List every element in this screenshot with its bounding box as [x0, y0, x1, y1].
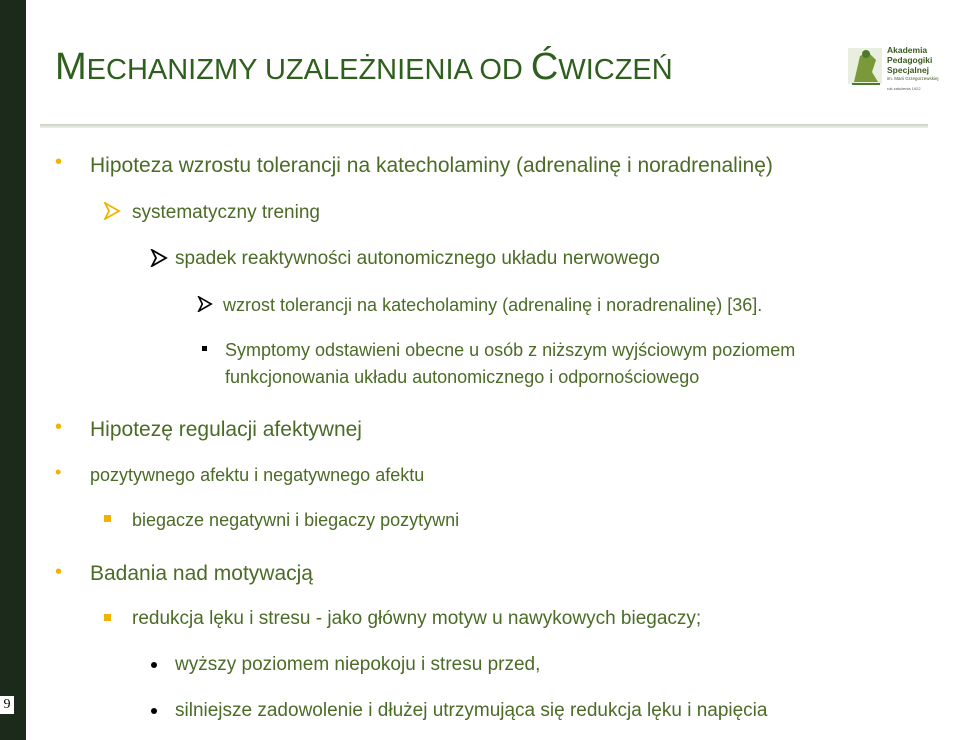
title-divider [40, 124, 928, 128]
list-item: biegacze negatywni i biegaczy pozytywni [132, 510, 460, 530]
list-item: wyższy poziomem niepokoju i stresu przed, [175, 654, 541, 675]
square-bullet-icon [104, 614, 111, 621]
dot-bullet-icon [151, 662, 157, 668]
title-part: M [55, 46, 87, 88]
arrow-bullet-icon [150, 249, 168, 267]
bullet-icon: • [55, 462, 62, 482]
list-item: spadek reaktywności autonomicznego układu nerwowego [175, 248, 660, 269]
university-logo [846, 42, 958, 94]
logo-line: Akademia [887, 45, 928, 55]
title-part: ECHANIZMY UZALE [86, 54, 359, 86]
dot-bullet-icon [151, 708, 157, 714]
logo-line: Pedagogiki [887, 55, 933, 65]
logo-line: Specjalnej [887, 65, 930, 75]
list-item: wzrost tolerancji na katecholaminy (adrenalinę i noradrenalinę) [36]. [223, 295, 763, 315]
list-item: Hipotezę regulacji afektywnej [90, 418, 362, 441]
slide-sidebar [0, 0, 26, 740]
bullet-icon: • [55, 416, 63, 438]
title-part: WICZE [558, 54, 652, 86]
list-item: Symptomy odstawieni obecne u osób z niższym wyjściowym poziomem [225, 340, 796, 360]
list-item: redukcja lęku i stresu - jako główny motyw u nawykowych biegaczy; [132, 608, 702, 629]
arrow-bullet-icon [103, 202, 121, 220]
title-part: Ń [651, 54, 673, 86]
list-item: Badania nad motywacją [90, 562, 313, 585]
list-item: silniejsze zadowolenie i dłużej utrzymująca się redukcja lęku i napięcia [175, 700, 768, 721]
page-number: 9 [0, 696, 14, 714]
logo-tagline: rok założenia 1922 [887, 86, 921, 91]
square-bullet-icon [104, 515, 111, 522]
bullet-icon: • [55, 151, 63, 173]
list-item: systematyczny trening [132, 202, 320, 223]
logo-text [887, 45, 939, 82]
square-bullet-icon [202, 346, 207, 351]
title-part: NIENIA OD [376, 54, 531, 86]
title-part: Ć [530, 46, 559, 88]
logo-subline: im. Marii Grzegorzewskiej [887, 76, 939, 81]
bullet-icon: • [55, 561, 63, 583]
slide-title [55, 46, 673, 89]
logo-emblem-icon [846, 42, 886, 92]
list-item-continuation: funkcjonowania układu autonomicznego i odpornościowego [225, 367, 700, 387]
list-item: pozytywnego afektu i negatywnego afektu [90, 465, 425, 485]
list-item: Hipoteza wzrostu tolerancji na katecholaminy (adrenalinę i noradrenalinę) [90, 154, 773, 177]
arrow-bullet-icon [197, 296, 213, 312]
title-part: Ż [358, 54, 377, 86]
